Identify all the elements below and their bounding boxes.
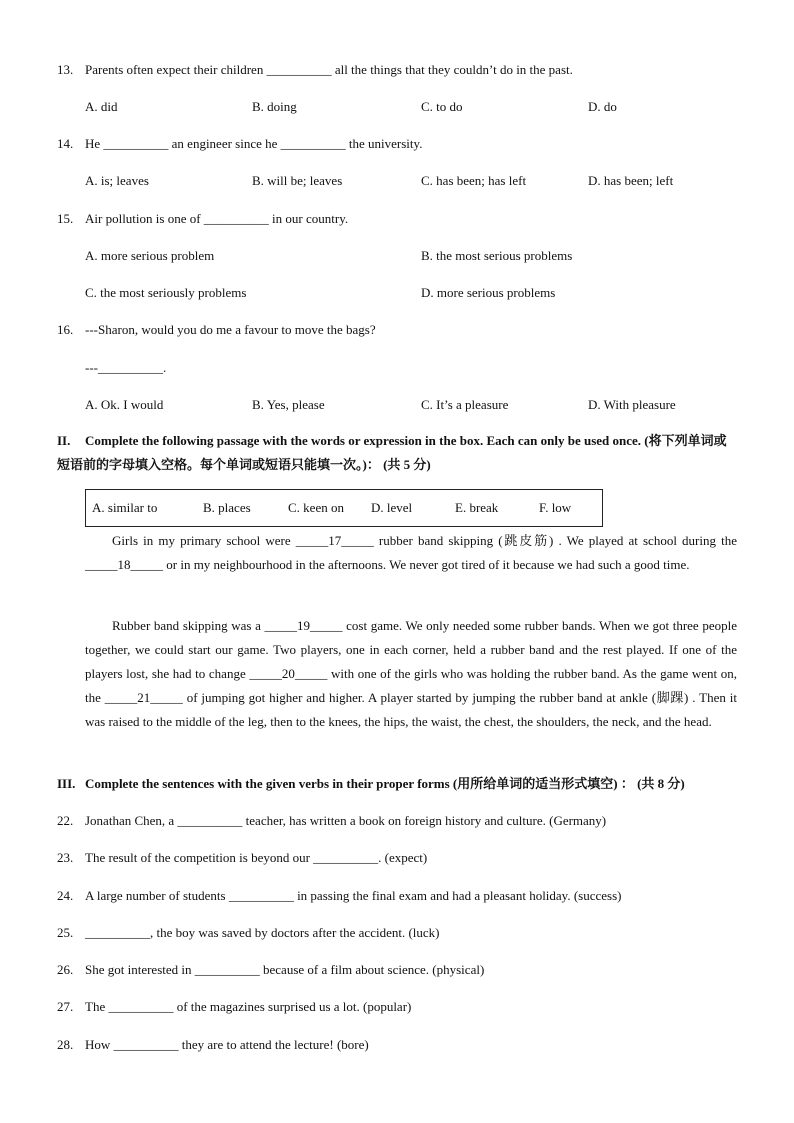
question-number: 13. (57, 62, 74, 77)
passage-paragraph: Girls in my primary school were _____17_____ rubber band skipping (跳皮筋) . We played at school during the _____18_____ or in my neighbourhood in the afternoons. We never got tired of it because we had such a good time. (85, 533, 737, 572)
question-stem: She got interested in __________ because of a film about science. (physical) (85, 962, 485, 977)
word-box-item: B. places (203, 500, 251, 515)
option-c: C. has been; has left (421, 173, 527, 188)
option-a: A. is; leaves (85, 173, 149, 188)
dialogue-response-blank: ---__________. (85, 360, 167, 375)
option-d: D. do (588, 99, 617, 114)
section-heading (57, 429, 739, 477)
question-number: 23. (57, 850, 74, 865)
question-stem: A large number of students __________ in passing the final exam and had a pleasant holiday. (success) (85, 888, 622, 903)
word-box (85, 489, 603, 527)
question-number: 27. (57, 999, 74, 1014)
question-stem: __________, the boy was saved by doctors after the accident. (luck) (85, 925, 440, 940)
question-number: 22. (57, 813, 74, 828)
section-title: Complete the sentences with the given verbs in their proper forms (用所给单词的适当形式填空) ： (共 8 分) (85, 776, 685, 791)
question-number: 28. (57, 1037, 74, 1052)
option-a: A. Ok. I would (85, 397, 164, 412)
option-c: C. to do (421, 99, 463, 114)
question-stem: How __________ they are to attend the lecture! (bore) (85, 1037, 369, 1052)
option-d: D. has been; left (588, 173, 674, 188)
section-heading (57, 772, 739, 796)
question-stem: Jonathan Chen, a __________ teacher, has written a book on foreign history and culture. (Germany) (85, 813, 607, 828)
section-number: II. (57, 433, 71, 448)
section-number: III. (57, 776, 76, 791)
word-box-item: D. level (371, 500, 413, 515)
question-number: 14. (57, 136, 74, 151)
passage-paragraph: Rubber band skipping was a _____19_____ cost game. We only needed some rubber bands. When we got three people together, we could start our game. Two players, one in each corner, held a rubber band and the rest played. If one of the players lost, she had to change _____20_____ with one of the girls who was holding the rubber band. As the game went on, the _____21_____ of jumping got higher and higher. A player started by jumping the rubber band at ankle (脚踝) . Then it was raised to the middle of the leg, then to the knees, the hips, the waist, the chest, the shoulders, the neck, and the head. (85, 618, 737, 729)
question-stem: Parents often expect their children __________ all the things that they couldn’t do in the past. (85, 62, 573, 77)
question-stem: He __________ an engineer since he __________ the university. (85, 136, 423, 151)
question-stem: The __________ of the magazines surprised us a lot. (popular) (85, 999, 412, 1014)
word-box-item: E. break (455, 500, 499, 515)
option-a: A. more serious problem (85, 248, 215, 263)
option-b: B. will be; leaves (252, 173, 343, 188)
question-stem: The result of the competition is beyond our __________. (expect) (85, 850, 428, 865)
word-box-item: A. similar to (92, 500, 158, 515)
question-number: 25. (57, 925, 74, 940)
question-number: 15. (57, 211, 74, 226)
option-c: C. the most seriously problems (85, 285, 247, 300)
option-b: B. doing (252, 99, 297, 114)
option-d: D. With pleasure (588, 397, 676, 412)
question-number: 16. (57, 322, 74, 337)
option-c: C. It’s a pleasure (421, 397, 509, 412)
option-b: B. the most serious problems (421, 248, 573, 263)
question-number: 26. (57, 962, 74, 977)
option-b: B. Yes, please (252, 397, 325, 412)
option-a: A. did (85, 99, 118, 114)
word-box-item: C. keen on (288, 500, 344, 515)
question-number: 24. (57, 888, 74, 903)
section-title: Complete the following passage with the words or expression in the box. Each can only be used once. (将下列单词或短语前的字母填入空格。每个单词或短语只能填一次。)： (共 5 分) (57, 433, 727, 472)
option-d: D. more serious problems (421, 285, 556, 300)
question-stem: Air pollution is one of __________ in our country. (85, 211, 349, 226)
question-stem: ---Sharon, would you do me a favour to move the bags? (85, 322, 376, 337)
word-box-item: F. low (539, 500, 572, 515)
